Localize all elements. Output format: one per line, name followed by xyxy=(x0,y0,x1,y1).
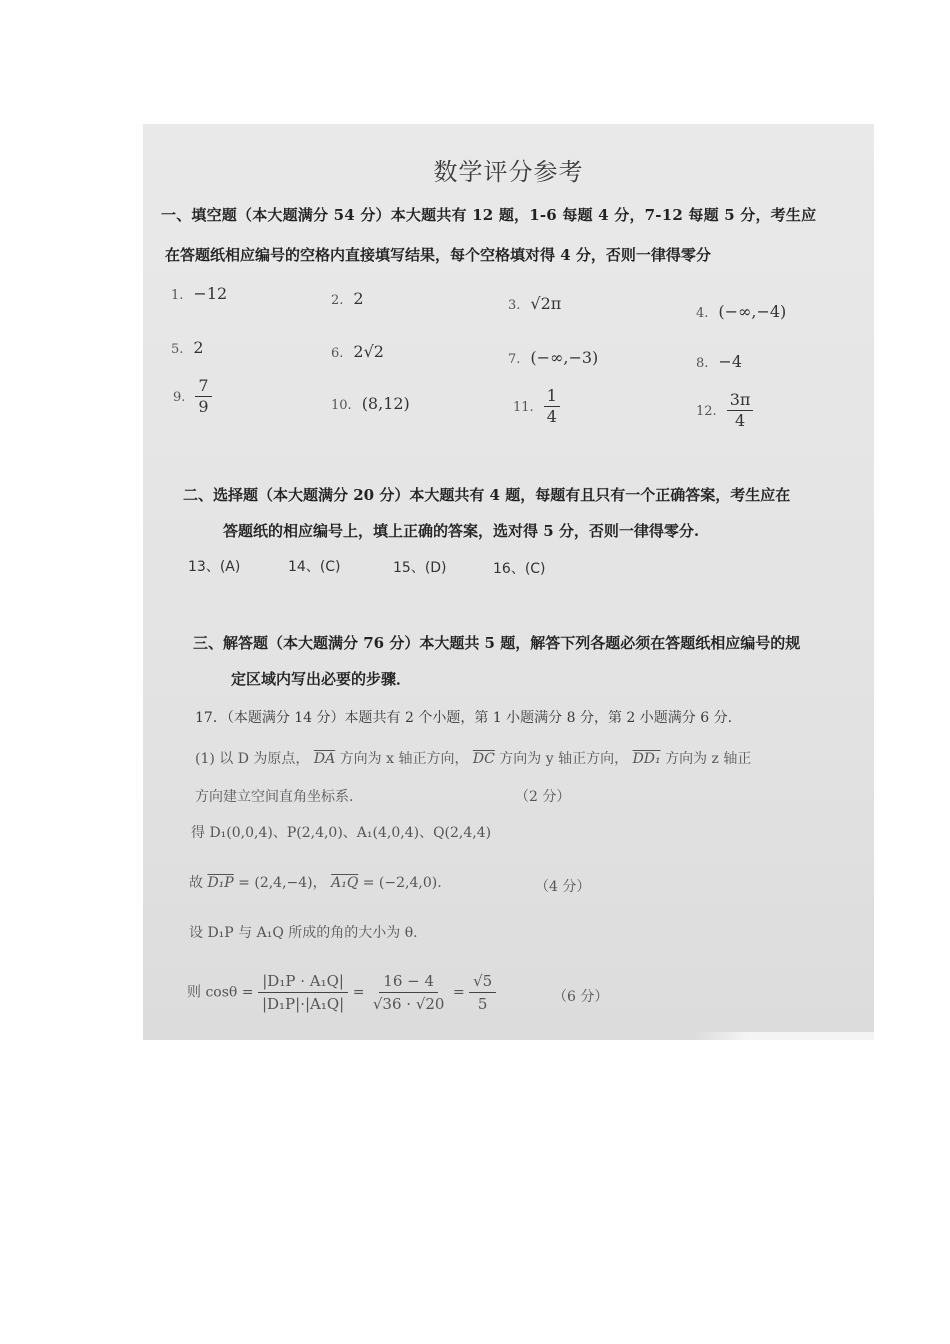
section3-heading-line1: 三、解答题（本大题满分 76 分）本大题共 5 题，解答下列各题必须在答题纸相应编号的规 xyxy=(193,634,801,652)
text: 方向为 z 轴正 xyxy=(665,751,752,767)
fraction-numerator: 16 − 4 xyxy=(379,970,438,993)
answer-value: 2 xyxy=(353,289,364,308)
mc-answer-16: 16、(C) xyxy=(493,561,546,577)
answer-12 xyxy=(696,390,753,431)
answer-number: 1. xyxy=(171,288,184,303)
bottom-edge-glare xyxy=(694,1032,874,1040)
text: 方向为 x 轴正方向， xyxy=(339,751,469,767)
text: 故 xyxy=(189,875,203,891)
fraction xyxy=(369,970,449,1015)
answer-number: 11. xyxy=(513,400,534,415)
answer-value: −4 xyxy=(718,352,742,371)
text: = (2,4,−4)， xyxy=(238,875,327,891)
fraction-denominator: 4 xyxy=(734,411,746,430)
section1-heading-line1: 一、填空题（本大题满分 54 分）本大题共有 12 题，1-6 每题 4 分，7-12 每题 5 分，考生应 xyxy=(161,206,817,224)
fraction-denominator: 5 xyxy=(477,995,488,1013)
answer-2 xyxy=(331,289,364,308)
text: (1) 以 D 为原点， xyxy=(195,751,310,767)
answer-8 xyxy=(696,352,742,371)
fraction-numerator: |D₁P · A₁Q| xyxy=(258,970,348,993)
cos-prefix: 则 cosθ = xyxy=(187,984,254,1001)
vector-a1q: A₁Q xyxy=(331,875,359,891)
answer-number: 12. xyxy=(696,404,717,419)
fraction xyxy=(727,390,754,431)
vector-da: $\overline{DA}$ xyxy=(313,751,336,767)
solution-line-4 xyxy=(189,872,442,892)
answer-number: 4. xyxy=(696,306,709,321)
mc-answer-14: 14、(C) xyxy=(288,559,341,575)
answer-value: 2√2 xyxy=(353,342,384,361)
cos-formula xyxy=(187,970,496,1015)
answer-value: √2π xyxy=(530,294,562,313)
answer-value: −12 xyxy=(193,284,228,303)
fraction-numerator: 7 xyxy=(195,376,211,397)
answer-11 xyxy=(513,386,560,427)
fraction xyxy=(544,386,560,427)
mc-answer-13: 13、(A) xyxy=(188,559,241,575)
answer-number: 3. xyxy=(508,298,521,313)
text: 方向为 y 轴正方向， xyxy=(499,751,629,767)
scanned-page xyxy=(143,124,874,1040)
solution-line-3: 得 D₁(0,0,4)、P(2,4,0)、A₁(4,0,4)、Q(2,4,4) xyxy=(191,825,492,841)
vector-dd1: DD₁ xyxy=(632,751,661,767)
score-6: （6 分） xyxy=(553,989,609,1005)
section1-heading-line2: 在答题纸相应编号的空格内直接填写结果，每个空格填对得 4 分，否则一律得零分 xyxy=(165,246,711,264)
answer-value: (−∞,−4) xyxy=(718,302,787,321)
section2-heading-line2: 答题纸的相应编号上，填上正确的答案，选对得 5 分，否则一律得零分. xyxy=(223,522,700,540)
text: = (−2,4,0). xyxy=(362,875,442,891)
answer-5 xyxy=(171,338,204,357)
answer-4 xyxy=(696,302,786,321)
section2-heading-line1: 二、选择题（本大题满分 20 分）本大题共有 4 题，每题有且只有一个正确答案，考生应在 xyxy=(183,486,791,504)
equals-sign: = xyxy=(452,984,465,1001)
answer-3 xyxy=(508,294,561,313)
answer-10 xyxy=(331,394,410,413)
solution-line-1 xyxy=(195,748,751,768)
answer-number: 9. xyxy=(173,390,186,405)
fraction-denominator: √36 · √20 xyxy=(372,995,445,1013)
mc-answer-15: 15、(D) xyxy=(393,560,447,576)
score-4: （4 分） xyxy=(535,879,591,895)
answer-number: 8. xyxy=(696,356,709,371)
answer-number: 5. xyxy=(171,342,184,357)
fraction-numerator: 1 xyxy=(544,386,560,407)
vector-d1p: D₁P xyxy=(207,875,234,891)
fraction-numerator: √5 xyxy=(469,970,496,993)
answer-9 xyxy=(173,376,212,417)
page-title: 数学评分参考 xyxy=(433,158,584,186)
answer-value: (8,12) xyxy=(361,394,410,413)
answer-7 xyxy=(508,348,598,367)
score-2: （2 分） xyxy=(515,789,571,805)
answer-value: (−∞,−3) xyxy=(530,348,599,367)
section3-heading-line2: 定区域内写出必要的步骤． xyxy=(231,670,412,688)
vector-dc: $\overline{DC}$ xyxy=(472,751,495,767)
fraction xyxy=(258,970,348,1015)
fraction xyxy=(469,970,496,1015)
solution-line-2: 方向建立空间直角坐标系. xyxy=(195,789,354,805)
fraction-denominator: |D₁P|·|A₁Q| xyxy=(261,995,345,1013)
equals-sign: = xyxy=(352,984,365,1001)
answer-number: 10. xyxy=(331,398,352,413)
fraction-denominator: 4 xyxy=(546,407,557,426)
q17-intro: 17．（本题满分 14 分）本题共有 2 个小题，第 1 小题满分 8 分，第 2 小题满分 6 分. xyxy=(195,710,733,726)
solution-line-5: 设 D₁P 与 A₁Q 所成的角的大小为 θ. xyxy=(189,925,418,941)
answer-number: 2. xyxy=(331,293,344,308)
answer-6 xyxy=(331,342,384,361)
answer-number: 6. xyxy=(331,346,344,361)
fraction-numerator: 3π xyxy=(727,390,754,411)
fraction xyxy=(195,376,211,417)
fraction-denominator: 9 xyxy=(198,397,209,416)
answer-value: 2 xyxy=(193,338,204,357)
answer-number: 7. xyxy=(508,352,521,367)
answer-1 xyxy=(171,284,227,303)
